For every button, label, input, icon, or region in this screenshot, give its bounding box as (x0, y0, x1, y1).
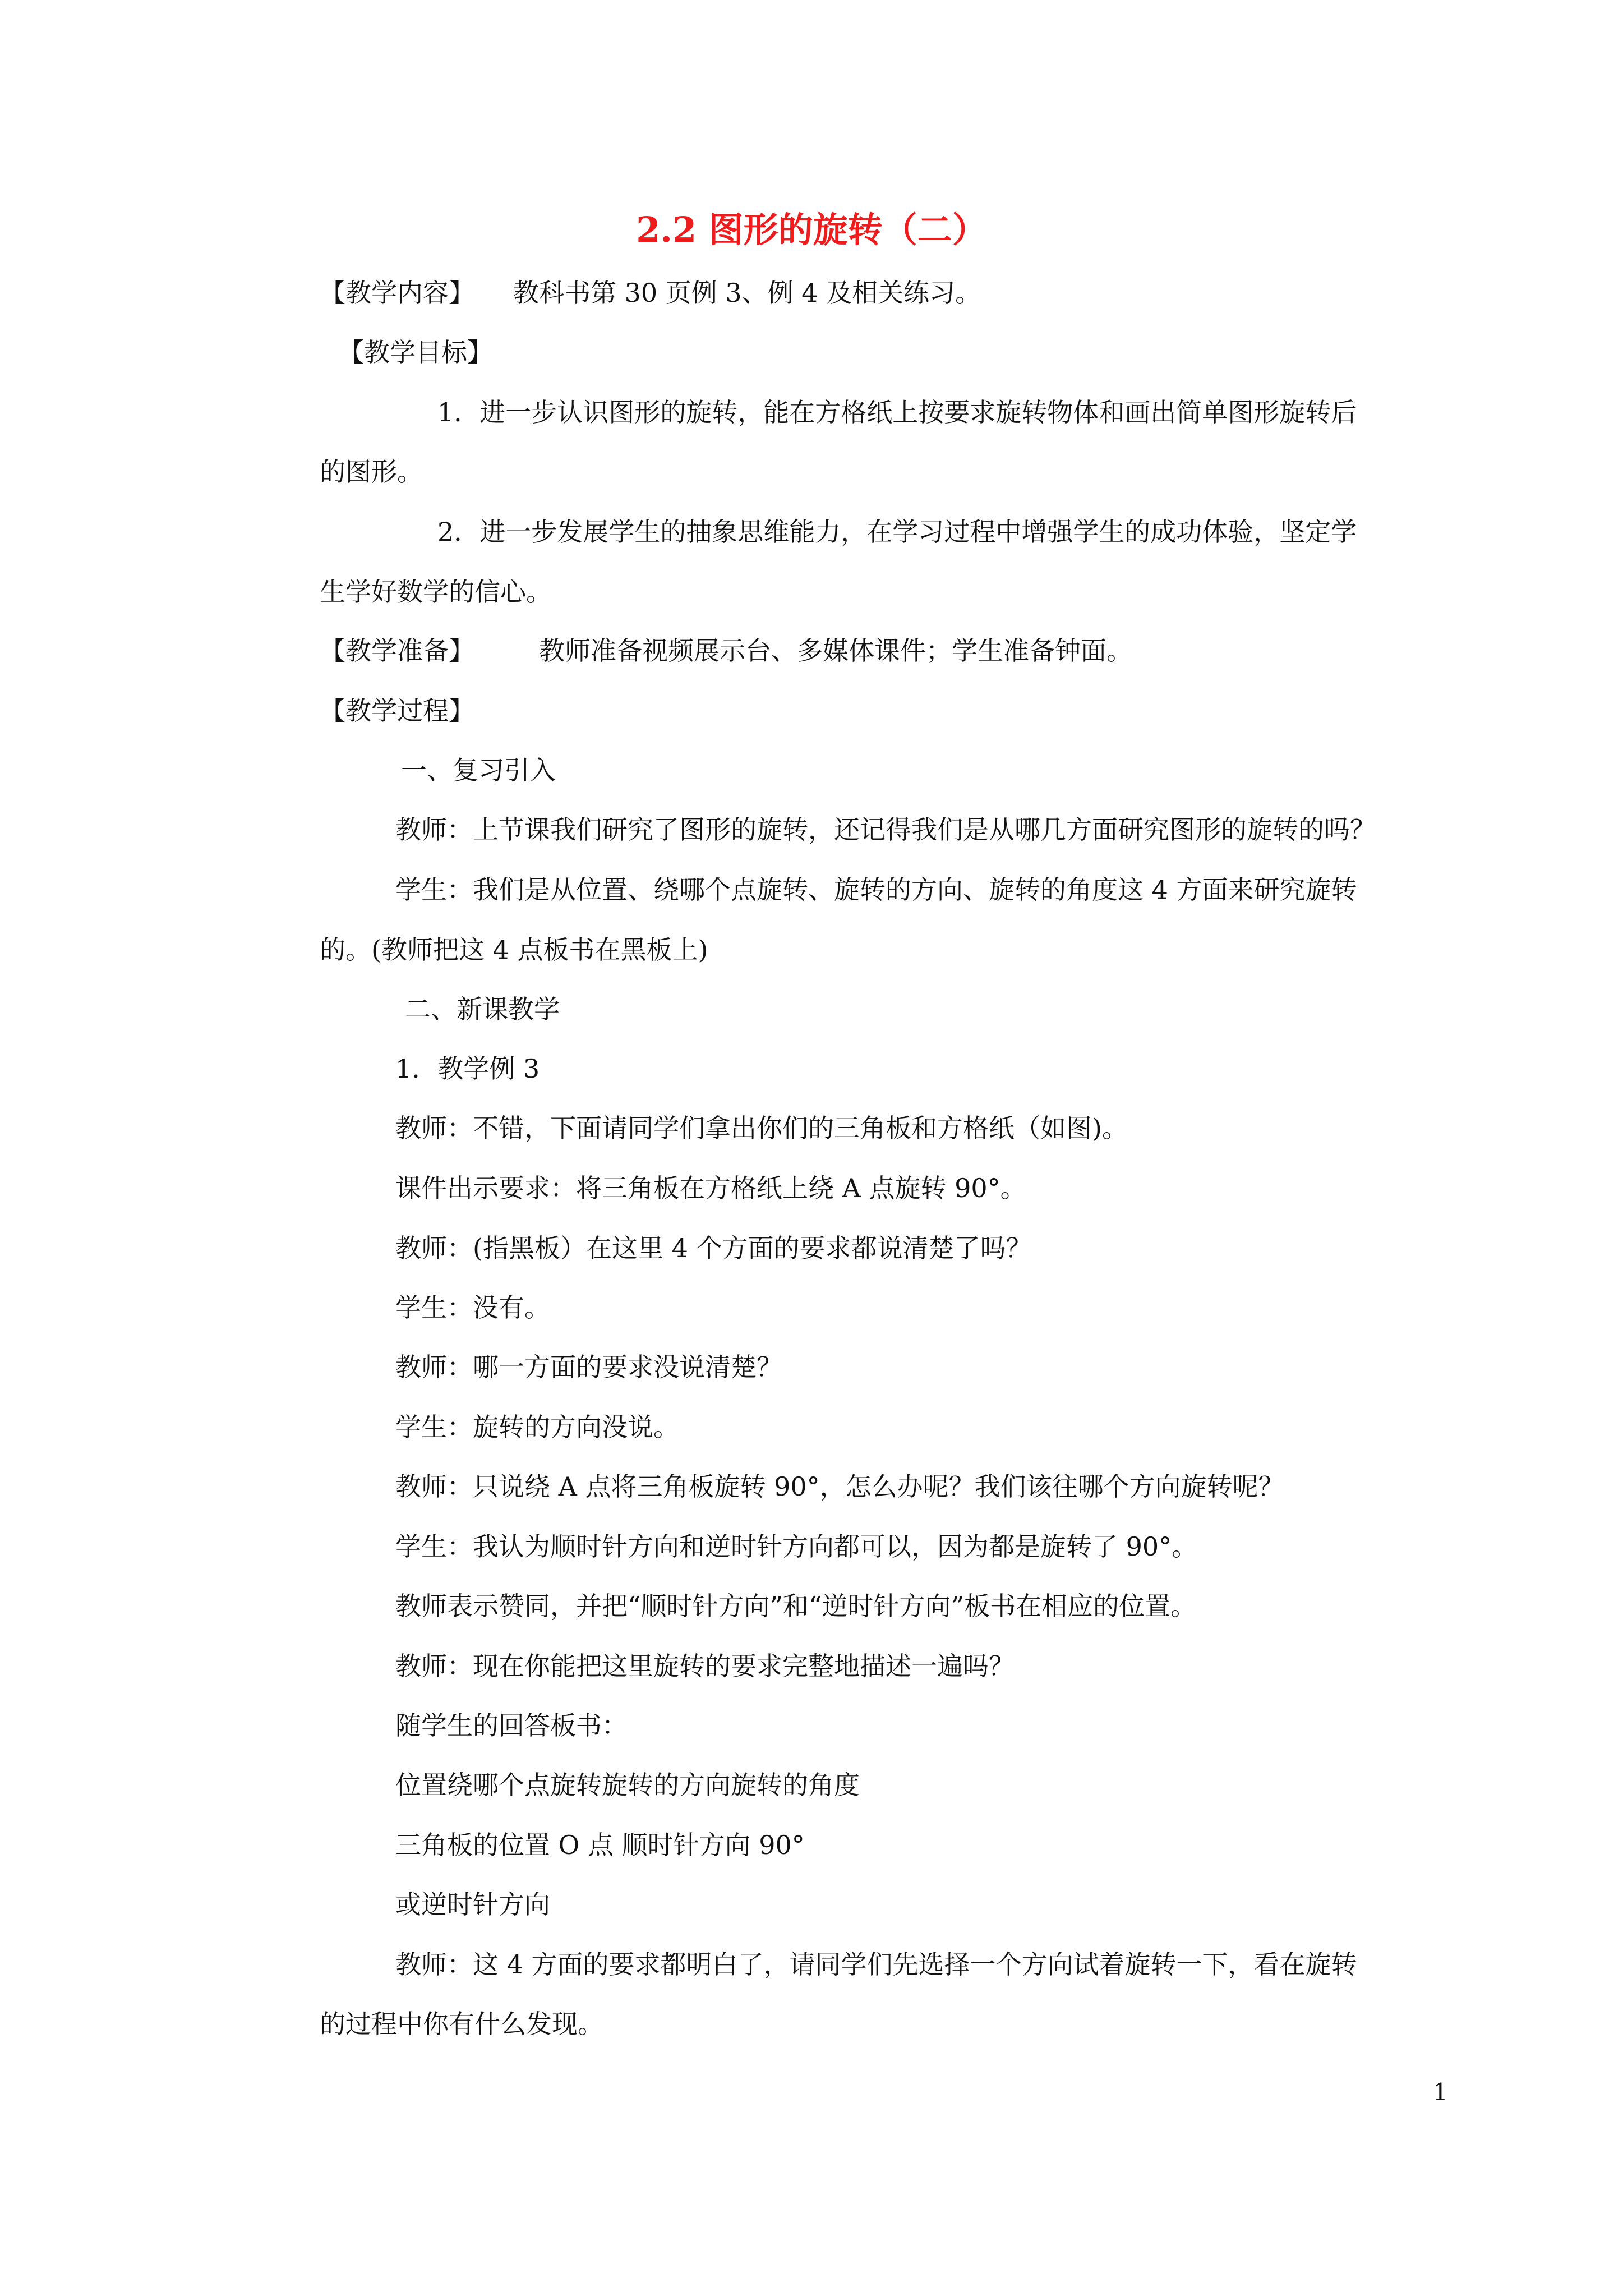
teaching-preparation: 【教学准备】 教师准备视频展示台、多媒体课件；学生准备钟面。 (320, 636, 1132, 666)
dialogue-teacher-5: 教师：只说绕 A 点将三角板旋转 90°，怎么办呢？我们该往哪个方向旋转呢？ (395, 1471, 1284, 1502)
example-3-heading: 1．教学例 3 (395, 1053, 540, 1084)
dialogue-teacher-6: 教师表示赞同，并把“顺时针方向”和“逆时针方向”板书在相应的位置。 (395, 1591, 1197, 1621)
section-1-heading: 一、复习引入 (401, 755, 556, 785)
goal-1-line-1: 1．进一步认识图形的旋转，能在方格纸上按要求旋转物体和画出简单图形旋转后 (437, 397, 1357, 427)
teaching-content: 【教学内容】 教科书第 30 页例 3、例 4 及相关练习。 (320, 278, 981, 308)
dialogue-student-1-line-1: 学生：我们是从位置、绕哪个点旋转、旋转的方向、旋转的角度这 4 方面来研究旋转 (395, 875, 1357, 905)
goal-1-line-2: 的图形。 (320, 457, 423, 487)
dialogue-teacher-8-line-1: 教师：这 4 方面的要求都明白了，请同学们先选择一个方向试着旋转一下，看在旋转 (395, 1949, 1357, 1980)
board-row-3: 或逆时针方向 (395, 1889, 550, 1920)
teaching-process-heading: 【教学过程】 (320, 696, 474, 726)
dialogue-student-4: 学生：我认为顺时针方向和逆时针方向都可以，因为都是旋转了 90°。 (395, 1531, 1198, 1562)
courseware-requirement: 课件出示要求：将三角板在方格纸上绕 A 点旋转 90°。 (395, 1173, 1026, 1203)
teaching-goals-heading: 【教学目标】 (338, 337, 493, 367)
dialogue-teacher-2: 教师：不错，下面请同学们拿出你们的三角板和方格纸（如图)。 (395, 1113, 1128, 1143)
document-title: 2.2 图形的旋转（二） (636, 209, 987, 250)
dialogue-student-2: 学生：没有。 (395, 1292, 550, 1323)
goal-2-line-2: 生学好数学的信心。 (320, 577, 552, 607)
section-2-heading: 二、新课教学 (405, 994, 560, 1024)
dialogue-teacher-7: 教师：现在你能把这里旋转的要求完整地描述一遍吗？ (395, 1651, 1015, 1681)
goal-2-line-1: 2．进一步发展学生的抽象思维能力，在学习过程中增强学生的成功体验，坚定学 (437, 517, 1357, 547)
board-row-1: 位置绕哪个点旋转旋转的方向旋转的角度 (395, 1770, 860, 1800)
dialogue-teacher-8-line-2: 的过程中你有什么发现。 (320, 2009, 603, 2039)
dialogue-teacher-1: 教师：上节课我们研究了图形的旋转，还记得我们是从哪几方面研究图形的旋转的吗？ (395, 815, 1376, 845)
page-number: 1 (1433, 2078, 1448, 2106)
dialogue-student-3: 学生：旋转的方向没说。 (395, 1412, 679, 1442)
dialogue-teacher-3: 教师：(指黑板）在这里 4 个方面的要求都说清楚了吗？ (395, 1233, 1032, 1263)
board-note: 随学生的回答板书： (395, 1710, 628, 1741)
board-row-2: 三角板的位置 O 点 顺时针方向 90° (395, 1830, 805, 1860)
dialogue-teacher-4: 教师：哪一方面的要求没说清楚？ (395, 1352, 782, 1382)
dialogue-student-1-line-2: 的。(教师把这 4 点板书在黑板上) (320, 935, 708, 965)
